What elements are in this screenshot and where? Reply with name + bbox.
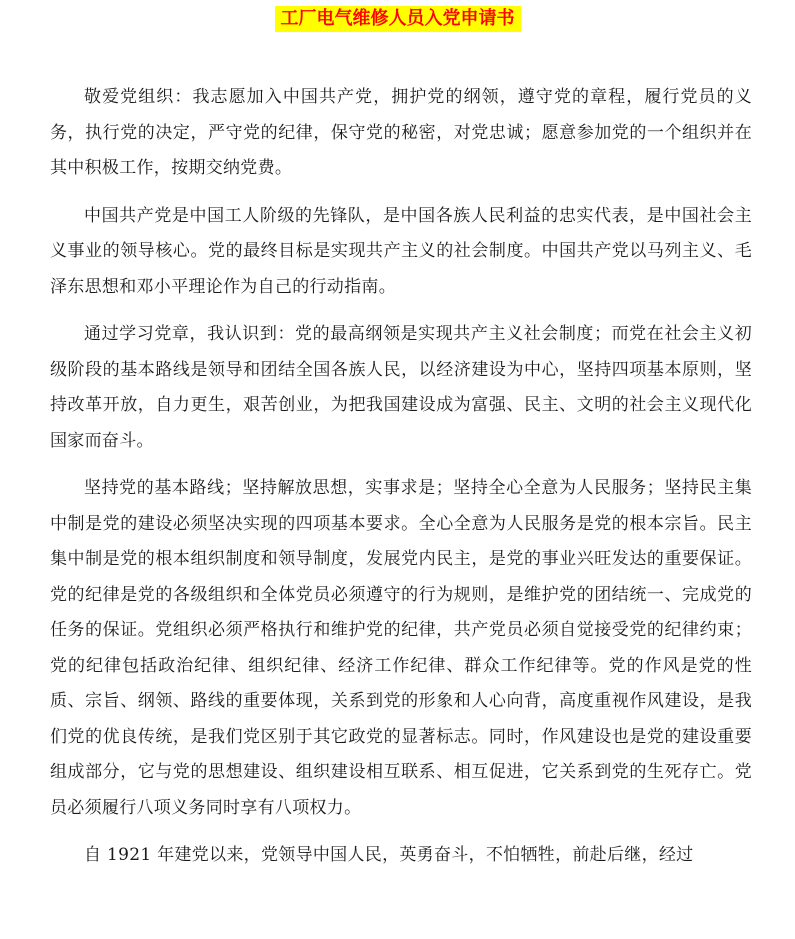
paragraph-2: 中国共产党是中国工人阶级的先锋队，是中国各族人民利益的忠实代表，是中国社会主义事业的领导核心。党的最终目标是实现共产主义的社会制度。中国共产党以马列主义、毛泽东思想和邓小平理论作为自己的行动指南。 [50,205,752,297]
document-title: 工厂电气维修人员入党申请书 [275,6,521,32]
title-container [0,6,795,32]
document-body [50,80,752,886]
paragraph-1: 敬爱党组织：我志愿加入中国共产党，拥护党的纲领，遵守党的章程，履行党员的义务，执行党的决定，严守党的纪律，保守党的秘密，对党忠诚；愿意参加党的一个组织并在其中积极工作，按期交纳党费。 [50,87,752,178]
paragraph-5: 自 1921 年建党以来，党领导中国人民，英勇奋斗，不怕牺牲，前赴后继，经过 [84,845,694,865]
paragraph-4: 坚持党的基本路线；坚持解放思想，实事求是；坚持全心全意为人民服务；坚持民主集中制是党的建设必须坚决实现的四项基本要求。全心全意为人民服务是党的根本宗旨。民主集中制是党的根本组织制度和领导制度，发展党内民主，是党的事业兴旺发达的重要保证。党的纪律是党的各级组织和全体党员必须遵守的行为规则，是维护党的团结统一、完成党的任务的保证。党组织必须严格执行和维护党的纪律，共产党员必须自觉接受党的纪律约束；党的纪律包括政治纪律、组织纪律、经济工作纪律、群众工作纪律等。党的作风是党的性质、宗旨、纲领、路线的重要体现，关系到党的形象和人心向背，高度重视作风建设，是我们党的优良传统，是我们党区别于其它政党的显著标志。同时，作风建设也是党的建设重要组成部分，它与党的思想建设、组织建设相互联系、相互促进，它关系到党的生死存亡。党员必须履行八项义务同时享有八项权力。 [50,478,752,818]
paragraph-3: 通过学习党章，我认识到：党的最高纲领是实现共产主义社会制度；而党在社会主义初级阶段的基本路线是领导和团结全国各族人民，以经济建设为中心，坚持四项基本原则，坚持改革开放，自力更生，艰苦创业，为把我国建设成为富强、民主、文明的社会主义现代化国家而奋斗。 [50,324,752,451]
